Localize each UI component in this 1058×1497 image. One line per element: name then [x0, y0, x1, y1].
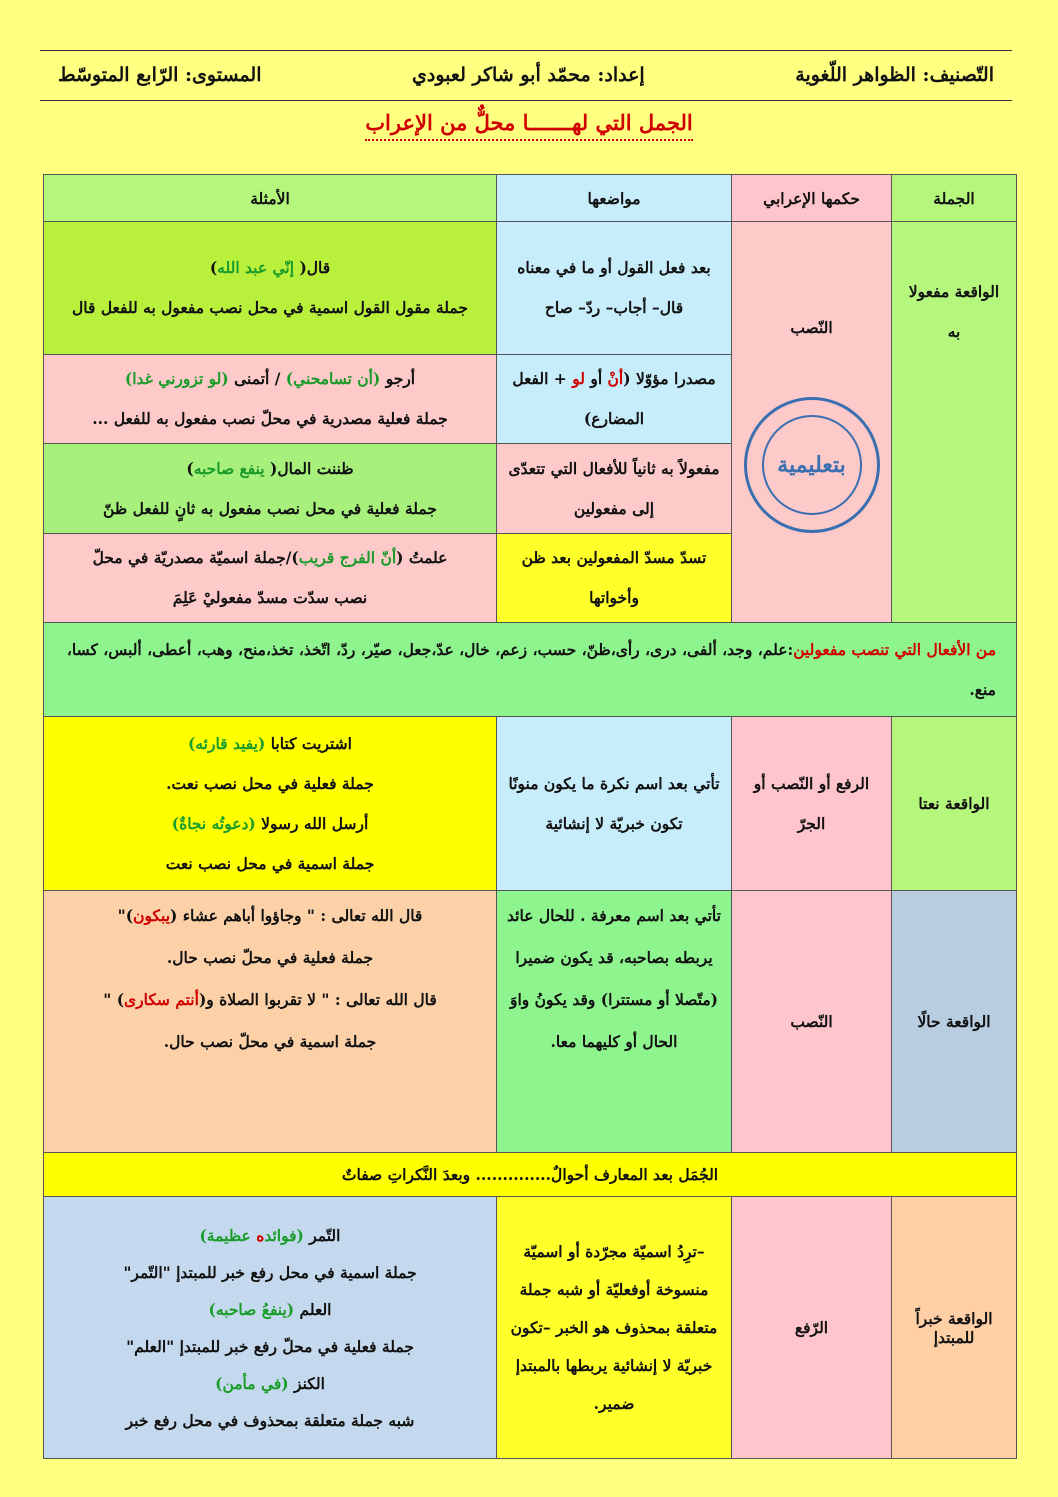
header-rule — [40, 100, 1012, 101]
example-highlight: (دعوتُه نجاةٌ) — [171, 813, 256, 833]
object-position-1: بعد فعل القول أو ما في معناه قال– أجاب– ردّ– صاح — [497, 222, 732, 355]
hal-position: تأتي بعد اسم معرفة . للحال عائد يربطه بصاحبه، قد يكون ضميرا (متّصلا أو مستترا) وقد يكونُ واوَ الحال أو كليهما معا. — [497, 891, 732, 1153]
object-position-3: مفعولاً به ثانياً للأفعال التي تتعدّى إلى مفعولين — [497, 444, 732, 534]
table-row — [44, 891, 1017, 1153]
verbs-note — [44, 623, 1017, 717]
example-highlight: (فوائد — [264, 1225, 304, 1245]
example-highlight: أنتم سكارى — [124, 990, 199, 1009]
predicate-examples — [44, 1197, 497, 1459]
example-explanation: جملة اسمية في محل رفع خبر للمبتدإ "التّمر" — [123, 1262, 417, 1282]
author: إعداد: محمّد أبو شاكر لعبودي — [412, 64, 645, 86]
example-text: أرجو — [380, 369, 416, 388]
position-highlight: أنْ — [607, 369, 624, 388]
adjective-examples — [44, 717, 497, 891]
position-text: + الفعل المضارع) — [512, 369, 645, 428]
rule-row — [44, 1153, 1017, 1197]
header-examples: الأمثلة — [44, 175, 497, 222]
example-text: الكنز — [288, 1373, 325, 1393]
example-explanation: جملة فعلية في محل نصب مفعول به ثانٍ للفعل ظنّ — [103, 498, 437, 518]
example-text: / أتمنى — [228, 369, 286, 388]
header — [40, 58, 1012, 92]
example-text: ) — [186, 458, 194, 478]
predicate-position: –ترِدُ اسميّة مجرّدة أو اسميّة منسوخة أوفعليّة أو شبه جملة متعلقة بمحذوف هو الخبر –تكون خبريّة لا إنشائية يربطها بالمبتدإ ضمير. — [497, 1197, 732, 1459]
predicate-sentence: الواقعة خبراً للمبتدإ — [892, 1197, 1017, 1459]
table-row — [44, 1197, 1017, 1459]
example-highlight: ينفع صاحبه — [193, 458, 271, 478]
adjective-position: تأتي بعد اسم نكرة ما يكون منونًا تكون خبريّة لا إنشائية — [497, 717, 732, 891]
verbs-note-row — [44, 623, 1017, 717]
table-row — [44, 717, 1017, 891]
example-explanation: نصب سدّت مسدّ مفعوليْ عَلِمَ — [172, 588, 368, 607]
position-highlight: لو — [572, 369, 585, 388]
example-text: علمتُ ( — [396, 548, 448, 567]
object-example-1 — [44, 222, 497, 355]
object-example-2 — [44, 355, 497, 444]
object-example-3 — [44, 444, 497, 534]
association-stamp — [744, 397, 880, 533]
position-text: أو — [584, 369, 608, 388]
example-text: العلم — [294, 1299, 332, 1319]
example-highlight: يبكون — [133, 906, 171, 925]
title-text: الجمل التي لهـــــــا محلٌّ من الإعراب — [365, 110, 692, 141]
hal-ruling: النّصب — [732, 891, 892, 1153]
example-text: قال الله تعالى : " لا تقربوا الصلاة و( — [198, 990, 437, 1009]
header-sentence: الجملة — [892, 175, 1017, 222]
example-explanation: شبه جملة متعلقة بمحذوف في محل رفع خبر — [125, 1410, 415, 1430]
object-position-4: تسدّ مسدّ المفعولين بعد ظن وأخواتها — [497, 534, 732, 623]
position-text: مصدرا مؤوّلا ( — [623, 369, 716, 388]
object-ruling-cell — [732, 222, 892, 623]
header-ruling: حكمها الإعرابي — [732, 175, 892, 222]
example-explanation: جملة فعلية في محل نصب نعت. — [166, 773, 374, 793]
object-sentence-cell — [892, 222, 1017, 623]
table-row — [44, 222, 1017, 355]
grammar-table — [43, 174, 1017, 1459]
example-text: قال الله تعالى : " وجاؤوا أباهم عشاء ( — [170, 906, 423, 925]
example-text: )/جملة اسميّة مصدريّة في محلّ — [92, 548, 299, 567]
example-text: )" — [117, 906, 134, 925]
rule-text: الجُمَل بعد المعارف أحوالٌ.............. وبعدَ النَّكراتِ صفاتٌ — [44, 1153, 1017, 1197]
stamp-center — [762, 415, 862, 515]
object-example-4 — [44, 534, 497, 623]
example-explanation: جملة فعلية في محلّ نصب حال. — [166, 948, 374, 967]
hal-examples — [44, 891, 497, 1153]
example-text: ) " — [103, 990, 125, 1009]
example-text: قال( — [299, 258, 331, 277]
adjective-ruling: الرفع أو النّصب أو الجرّ — [732, 717, 892, 891]
page-title — [0, 110, 1058, 135]
top-rule — [40, 50, 1012, 51]
verbs-note-text: :علم، وجد، ألفى، درى، رأى،ظنّ، حسب، زعم، خال، عدّ،جعل، صيّر، ردّ، اتّخذ، تخذ،منح، وهب، أعطى، ألبس، كسا، منع. — [66, 639, 996, 699]
example-highlight: عظيمة) — [199, 1225, 257, 1245]
example-explanation: جملة فعلية في محلّ رفع خبر للمبتدإ "العلم" — [126, 1336, 414, 1356]
example-highlight: (يفيد قارئه) — [188, 733, 266, 753]
example-explanation: جملة اسمية في محل نصب نعت — [165, 853, 375, 873]
example-explanation: جملة اسمية في محلّ نصب حال. — [163, 1032, 377, 1051]
header-positions: مواضعها — [497, 175, 732, 222]
example-highlight: (ينفعُ صاحبه) — [208, 1299, 295, 1319]
example-highlight: ه — [256, 1225, 265, 1245]
example-highlight: أنّ الفرج قريب — [298, 548, 397, 567]
object-position-2 — [497, 355, 732, 444]
predicate-ruling: الرّفع — [732, 1197, 892, 1459]
example-text: ظننت المال( — [270, 458, 354, 478]
example-text: اشتريت كتابا — [265, 733, 352, 753]
object-sentence: الواقعة مفعولا به — [908, 282, 1000, 341]
object-ruling: النّصب — [790, 318, 833, 337]
hal-sentence: الواقعة حالًا — [892, 891, 1017, 1153]
verbs-note-label: من الأفعال التي تنصب مفعولين — [793, 639, 996, 659]
example-text: التّمر — [303, 1225, 341, 1245]
level: المستوى: الرّابع المتوسّط — [58, 64, 262, 86]
adjective-sentence: الواقعة نعتا — [892, 717, 1017, 891]
example-explanation: جملة فعلية مصدرية في محلّ نصب مفعول به للفعل ... — [92, 409, 448, 428]
example-highlight: إنّي عبد الله — [217, 258, 300, 277]
example-text: ) — [209, 258, 218, 277]
stamp-text: بتعليمية — [777, 452, 846, 478]
example-explanation: جملة مقول القول اسمية في محل نصب مفعول به للفعل قال — [72, 298, 468, 317]
table-header-row — [44, 175, 1017, 222]
example-highlight: (لو تزورني غدا) — [124, 369, 229, 388]
example-text: أرسل الله رسولا — [255, 813, 369, 833]
classification: التّصنيف: الظواهر اللّغوية — [795, 64, 994, 86]
example-highlight: (أن تسامحني) — [285, 369, 381, 388]
example-highlight: (في مأمن) — [215, 1373, 289, 1393]
